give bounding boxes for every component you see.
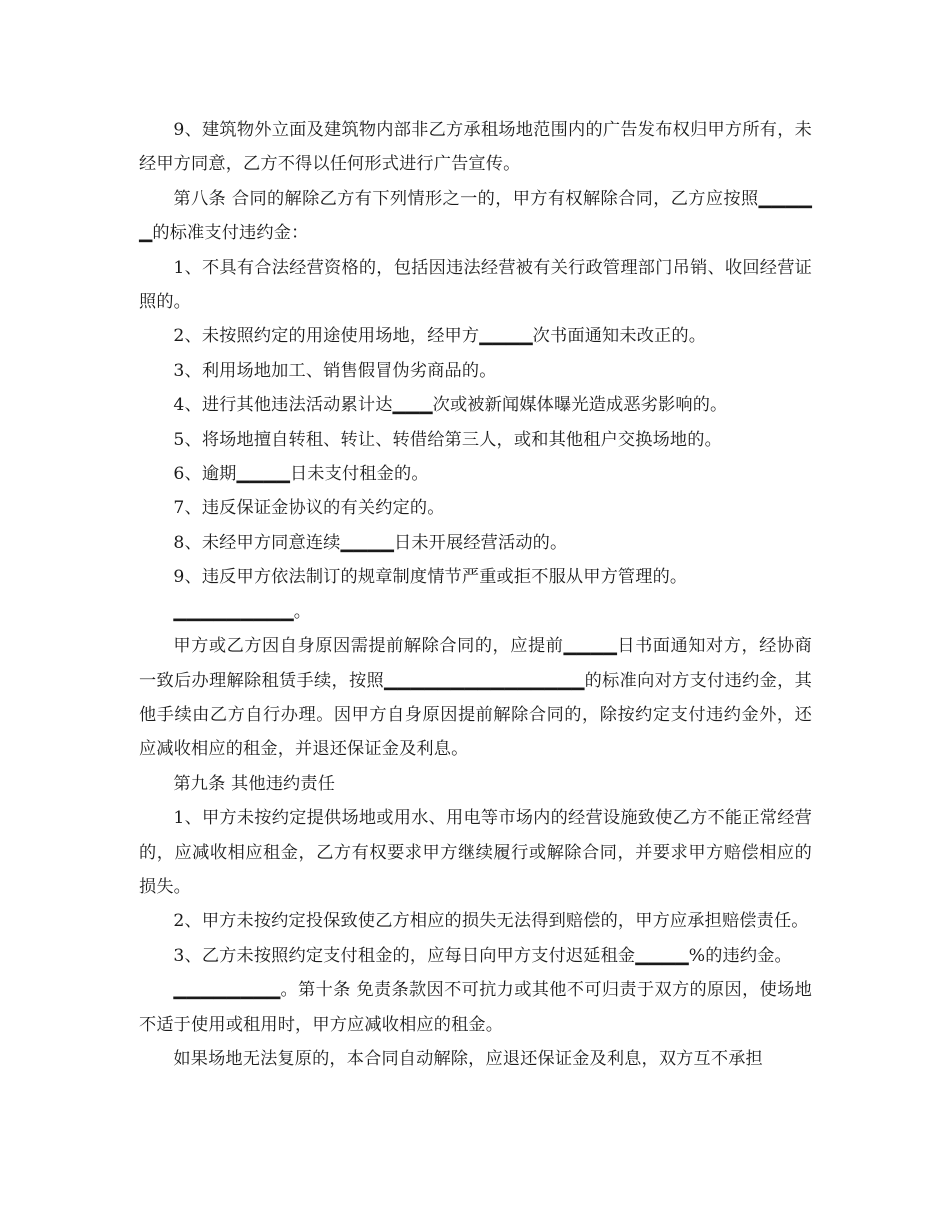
document-body — [139, 113, 812, 1076]
paragraph-article-8-item-6: 6、逾期▁▁▁▁日未支付租金的。 — [173, 464, 429, 485]
paragraph-early-termination: 甲方或乙方因自身原因需提前解除合同的，应提前▁▁▁▁日书面通知对方，经协商一致后办理解除租赁手续，按照▁▁▁▁▁▁▁▁▁▁▁▁▁▁▁的标准向对方支付违约金，其他手续由乙方自行办理。因甲方自身原因提前解除合同的，除按约定支付违约金外，还应减收相应的租金，并退还保证金及利息。 — [139, 636, 812, 760]
paragraph-blank-line: ▁▁▁▁▁▁▁▁▁。 — [173, 601, 312, 622]
paragraph-article-8-heading: 第八条 合同的解除乙方有下列情形之一的，甲方有权解除合同，乙方应按照▁▁▁▁▁的标准支付违约金： — [139, 188, 812, 244]
paragraph-article-8-item-5: 5、将场地擅自转租、转让、转借给第三人，或和其他租户交换场地的。 — [173, 429, 722, 450]
paragraph-article-8-item-2: 2、未按照约定的用途使用场地，经甲方▁▁▁▁次书面通知未改正的。 — [173, 326, 707, 347]
paragraph-article-10: ▁▁▁▁▁▁▁▁。第十条 免责条款因不可抗力或其他不可归责于双方的原因，使场地不适于使用或租用时，甲方应减收相应的租金。 — [139, 980, 812, 1035]
paragraph-article-9-item-2: 2、甲方未按约定投保致使乙方相应的损失无法得到赔偿的，甲方应承担赔偿责任。 — [173, 911, 809, 932]
paragraph-article-8-item-8: 8、未经甲方同意连续▁▁▁▁日未开展经营活动的。 — [173, 532, 568, 553]
paragraph-article-10-continued: 如果场地无法复原的，本合同自动解除，应退还保证金及利息，双方互不承担 — [173, 1048, 763, 1069]
paragraph-article-8-item-3: 3、利用场地加工、销售假冒伪劣商品的。 — [173, 360, 497, 381]
paragraph-article-8-item-7: 7、违反保证金协议的有关约定的。 — [173, 498, 445, 519]
paragraph-article-9-heading: 第九条 其他违约责任 — [173, 773, 336, 794]
paragraph-article-8-item-9: 9、违反甲方依法制订的规章制度情节严重或拒不服从甲方管理的。 — [173, 567, 688, 588]
paragraph-article-9-item-3: 3、乙方未按照约定支付租金的，应每日向甲方支付迟延租金▁▁▁▁%的违约金。 — [173, 945, 792, 966]
paragraph-article-8-item-4: 4、进行其他违法活动累计达▁▁▁次或被新闻媒体曝光造成恶劣影响的。 — [173, 395, 728, 416]
paragraph-article-9-item-1: 1、甲方未按约定提供场地或用水、用电等市场内的经营设施致使乙方不能正常经营的，应减收相应租金，乙方有权要求甲方继续履行或解除合同，并要求甲方赔偿相应的损失。 — [139, 808, 812, 897]
paragraph-clause-7-9: 9、建筑物外立面及建筑物内部非乙方承租场地范围内的广告发布权归甲方所有，未经甲方同意，乙方不得以任何形式进行广告宣传。 — [139, 120, 812, 175]
paragraph-article-8-item-1: 1、不具有合法经营资格的，包括因违法经营被有关行政管理部门吊销、收回经营证照的。 — [139, 257, 812, 313]
